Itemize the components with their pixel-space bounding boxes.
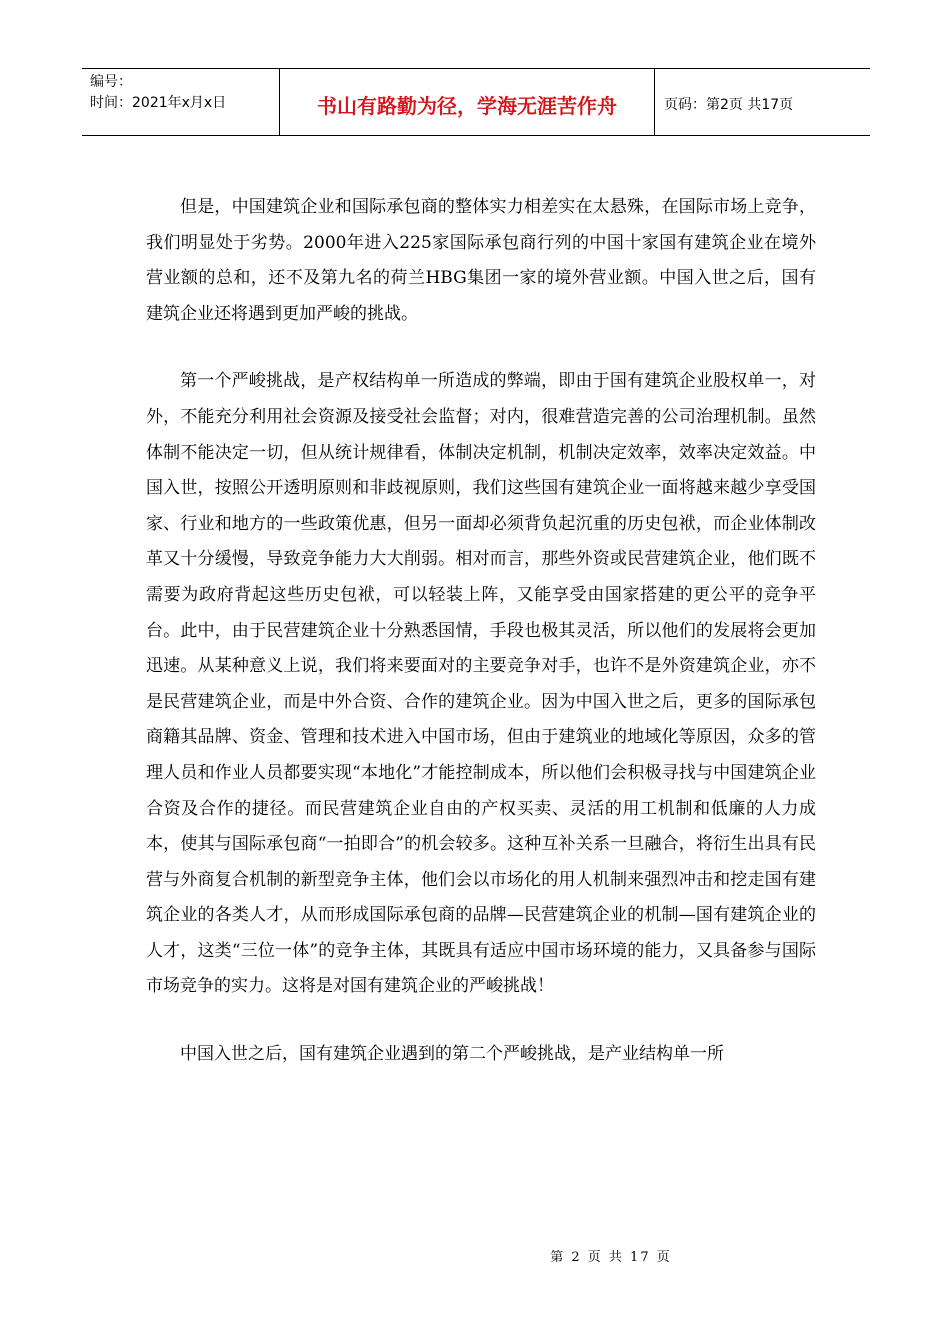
header-page-info: 页码：第2页 共17页 (664, 97, 794, 113)
document-body (146, 190, 816, 1073)
serial-label: 编号： (90, 74, 132, 90)
header-meta (82, 69, 280, 135)
paragraph-1: 但是，中国建筑企业和国际承包商的整体实力相差实在太悬殊，在国际市场上竞争，我们明显处于劣势。2000年进入225家国际承包商行列的中国十家国有建筑企业在境外营业额的总和，还不及第九名的荷兰HBG集团一家的境外营业额。中国入世之后，国有建筑企业还将遇到更加严峻的挑战。 (146, 197, 816, 324)
header-motto: 书山有路勤为径，学海无涯苦作舟 (280, 69, 655, 135)
page-footer: 第 2 页 共 17 页 (550, 1250, 672, 1265)
time-line: 时间：2021年x月x日 (90, 95, 227, 111)
page-header (82, 68, 870, 136)
paragraph-2: 第一个严峻挑战，是产权结构单一所造成的弊端，即由于国有建筑企业股权单一，对外，不能充分利用社会资源及接受社会监督；对内，很难营造完善的公司治理机制。虽然体制不能决定一切，但从统计规律看，体制决定机制，机制决定效率，效率决定效益。中国入世，按照公开透明原则和非歧视原则，我们这些国有建筑企业一面将越来越少享受国家、行业和地方的一些政策优惠，但另一面却必须背负起沉重的历史包袱，而企业体制改革又十分缓慢，导致竞争能力大大削弱。相对而言，那些外资或民营建筑企业，他们既不需要为政府背起这些历史包袱，可以轻装上阵，又能享受由国家搭建的更公平的竞争平台。此中，由于民营建筑企业十分熟悉国情，手段也极其灵活，所以他们的发展将会更加迅速。从某种意义上说，我们将来要面对的主要竞争对手，也许不是外资建筑企业，亦不是民营建筑企业，而是中外合资、合作的建筑企业。因为中国入世之后，更多的国际承包商籍其品牌、资金、管理和技术进入中国市场，但由于建筑业的地域化等原因，众多的管理人员和作业人员都要实现“本地化”才能控制成本，所以他们会积极寻找与中国建筑企业合资及合作的捷径。而民营建筑企业自由的产权买卖、灵活的用工机制和低廉的人力成本，使其与国际承包商“一拍即合”的机会较多。这种互补关系一旦融合，将衍生出具有民营与外商复合机制的新型竞争主体，他们会以市场化的用人机制来强烈冲击和挖走国有建筑企业的各类人才，从而形成国际承包商的品牌—民营建筑企业的机制—国有建筑企业的人才，这类“三位一体”的竞争主体，其既具有适应中国市场环境的能力，又具备参与国际市场竞争的实力。这将是对国有建筑企业的严峻挑战！ (146, 371, 816, 997)
paragraph-3: 中国入世之后，国有建筑企业遇到的第二个严峻挑战，是产业结构单一所 (180, 1044, 724, 1065)
